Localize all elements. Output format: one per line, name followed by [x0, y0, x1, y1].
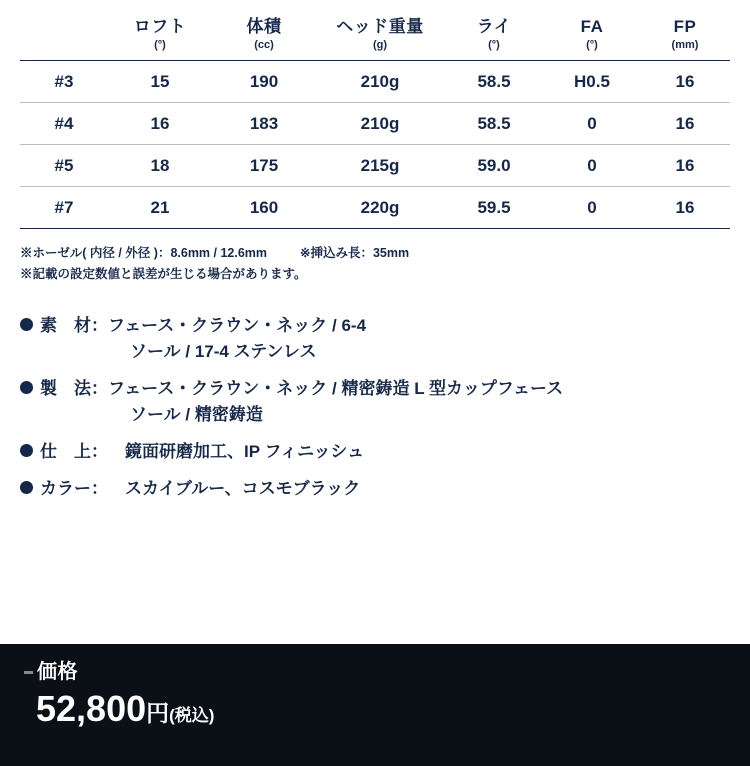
spec-value-construction-line2: ソール / 精密鋳造 [130, 405, 263, 424]
cell-fa: 0 [544, 187, 640, 229]
bullet-icon [20, 481, 33, 494]
price-amount-row [24, 688, 750, 737]
cell-lie: 58.5 [444, 103, 544, 145]
table-row [20, 61, 730, 103]
table-row [20, 103, 730, 145]
price-band [0, 644, 750, 766]
spec-list-item-finish [20, 439, 730, 465]
cell-lie: 58.5 [444, 61, 544, 103]
price-amount: 52,800 [36, 688, 147, 729]
bullet-icon [20, 318, 33, 331]
spec-list-item-color [20, 476, 730, 502]
cell-fp: 16 [640, 103, 730, 145]
cell-number: #7 [20, 187, 108, 229]
spec-label-material: 素 材： [40, 316, 108, 335]
spec-sheet-page [0, 16, 750, 766]
cell-number: #4 [20, 103, 108, 145]
cell-volume: 190 [212, 61, 316, 103]
spec-list-item-material [20, 313, 730, 365]
cell-volume: 183 [212, 103, 316, 145]
col-header-volume: 体積 (cc) [212, 16, 316, 61]
cell-fa: H0.5 [544, 61, 640, 103]
cell-head-weight: 220g [316, 187, 444, 229]
cell-fp: 16 [640, 187, 730, 229]
spec-value-color: スカイブルー、コスモブラック [108, 479, 361, 498]
cell-lie: 59.0 [444, 145, 544, 187]
cell-head-weight: 215g [316, 145, 444, 187]
col-header-fp: FP (mm) [640, 16, 730, 61]
price-inner [0, 644, 750, 737]
cell-head-weight: 210g [316, 103, 444, 145]
col-header-number [20, 16, 108, 61]
spec-label-finish: 仕 上： [40, 442, 108, 461]
spec-value-material-line2: ソール / 17-4 ステンレス [130, 342, 317, 361]
spec-value-material-line1: フェース・クラウン・ネック / 6-4 [108, 316, 367, 335]
table-row [20, 145, 730, 187]
cell-lie: 59.5 [444, 187, 544, 229]
price-currency: 円 [146, 700, 170, 726]
footnote-insert-length: ※挿込み長：35mm [300, 246, 410, 260]
cell-loft: 21 [108, 187, 212, 229]
col-header-lie: ライ (°) [444, 16, 544, 61]
col-header-head-weight: ヘッド重量 (g) [316, 16, 444, 61]
cell-volume: 160 [212, 187, 316, 229]
footnotes [20, 243, 730, 285]
price-label: 価格 [37, 661, 78, 683]
spec-table-body [20, 61, 730, 229]
cell-head-weight: 210g [316, 61, 444, 103]
table-row [20, 187, 730, 229]
spec-value-construction-line1: フェース・クラウン・ネック / 精密鋳造 L 型カップフェース [108, 379, 564, 398]
spec-list [20, 313, 730, 502]
cell-number: #3 [20, 61, 108, 103]
price-label-row [24, 660, 750, 684]
cell-loft: 18 [108, 145, 212, 187]
cell-fa: 0 [544, 103, 640, 145]
spec-label-color: カラー： [40, 479, 108, 498]
cell-number: #5 [20, 145, 108, 187]
spec-value-finish: 鏡面研磨加工、IP フィニッシュ [108, 442, 365, 461]
bullet-icon [20, 381, 33, 394]
cell-fp: 16 [640, 145, 730, 187]
col-header-loft: ロフト (°) [108, 16, 212, 61]
spec-list-item-construction [20, 376, 730, 428]
bullet-icon [20, 444, 33, 457]
spec-table-header [20, 16, 730, 61]
table-header-row [20, 16, 730, 61]
dash-icon [24, 671, 33, 674]
cell-fp: 16 [640, 61, 730, 103]
spec-value-material [108, 313, 366, 365]
cell-loft: 16 [108, 103, 212, 145]
spec-label-construction: 製 法： [40, 379, 108, 398]
spec-value-construction [108, 376, 563, 428]
cell-loft: 15 [108, 61, 212, 103]
spec-table [20, 16, 730, 229]
col-header-fa: FA (°) [544, 16, 640, 61]
price-tax-note: (税込) [169, 706, 215, 725]
footnote-hosel: ※ホーゼル( 内径 / 外径 )：8.6mm / 12.6mm [20, 246, 268, 260]
footnote-line-2: ※記載の設定数値と誤差が生じる場合があります。 [20, 267, 307, 281]
cell-fa: 0 [544, 145, 640, 187]
cell-volume: 175 [212, 145, 316, 187]
footnote-line-1 [20, 243, 730, 264]
